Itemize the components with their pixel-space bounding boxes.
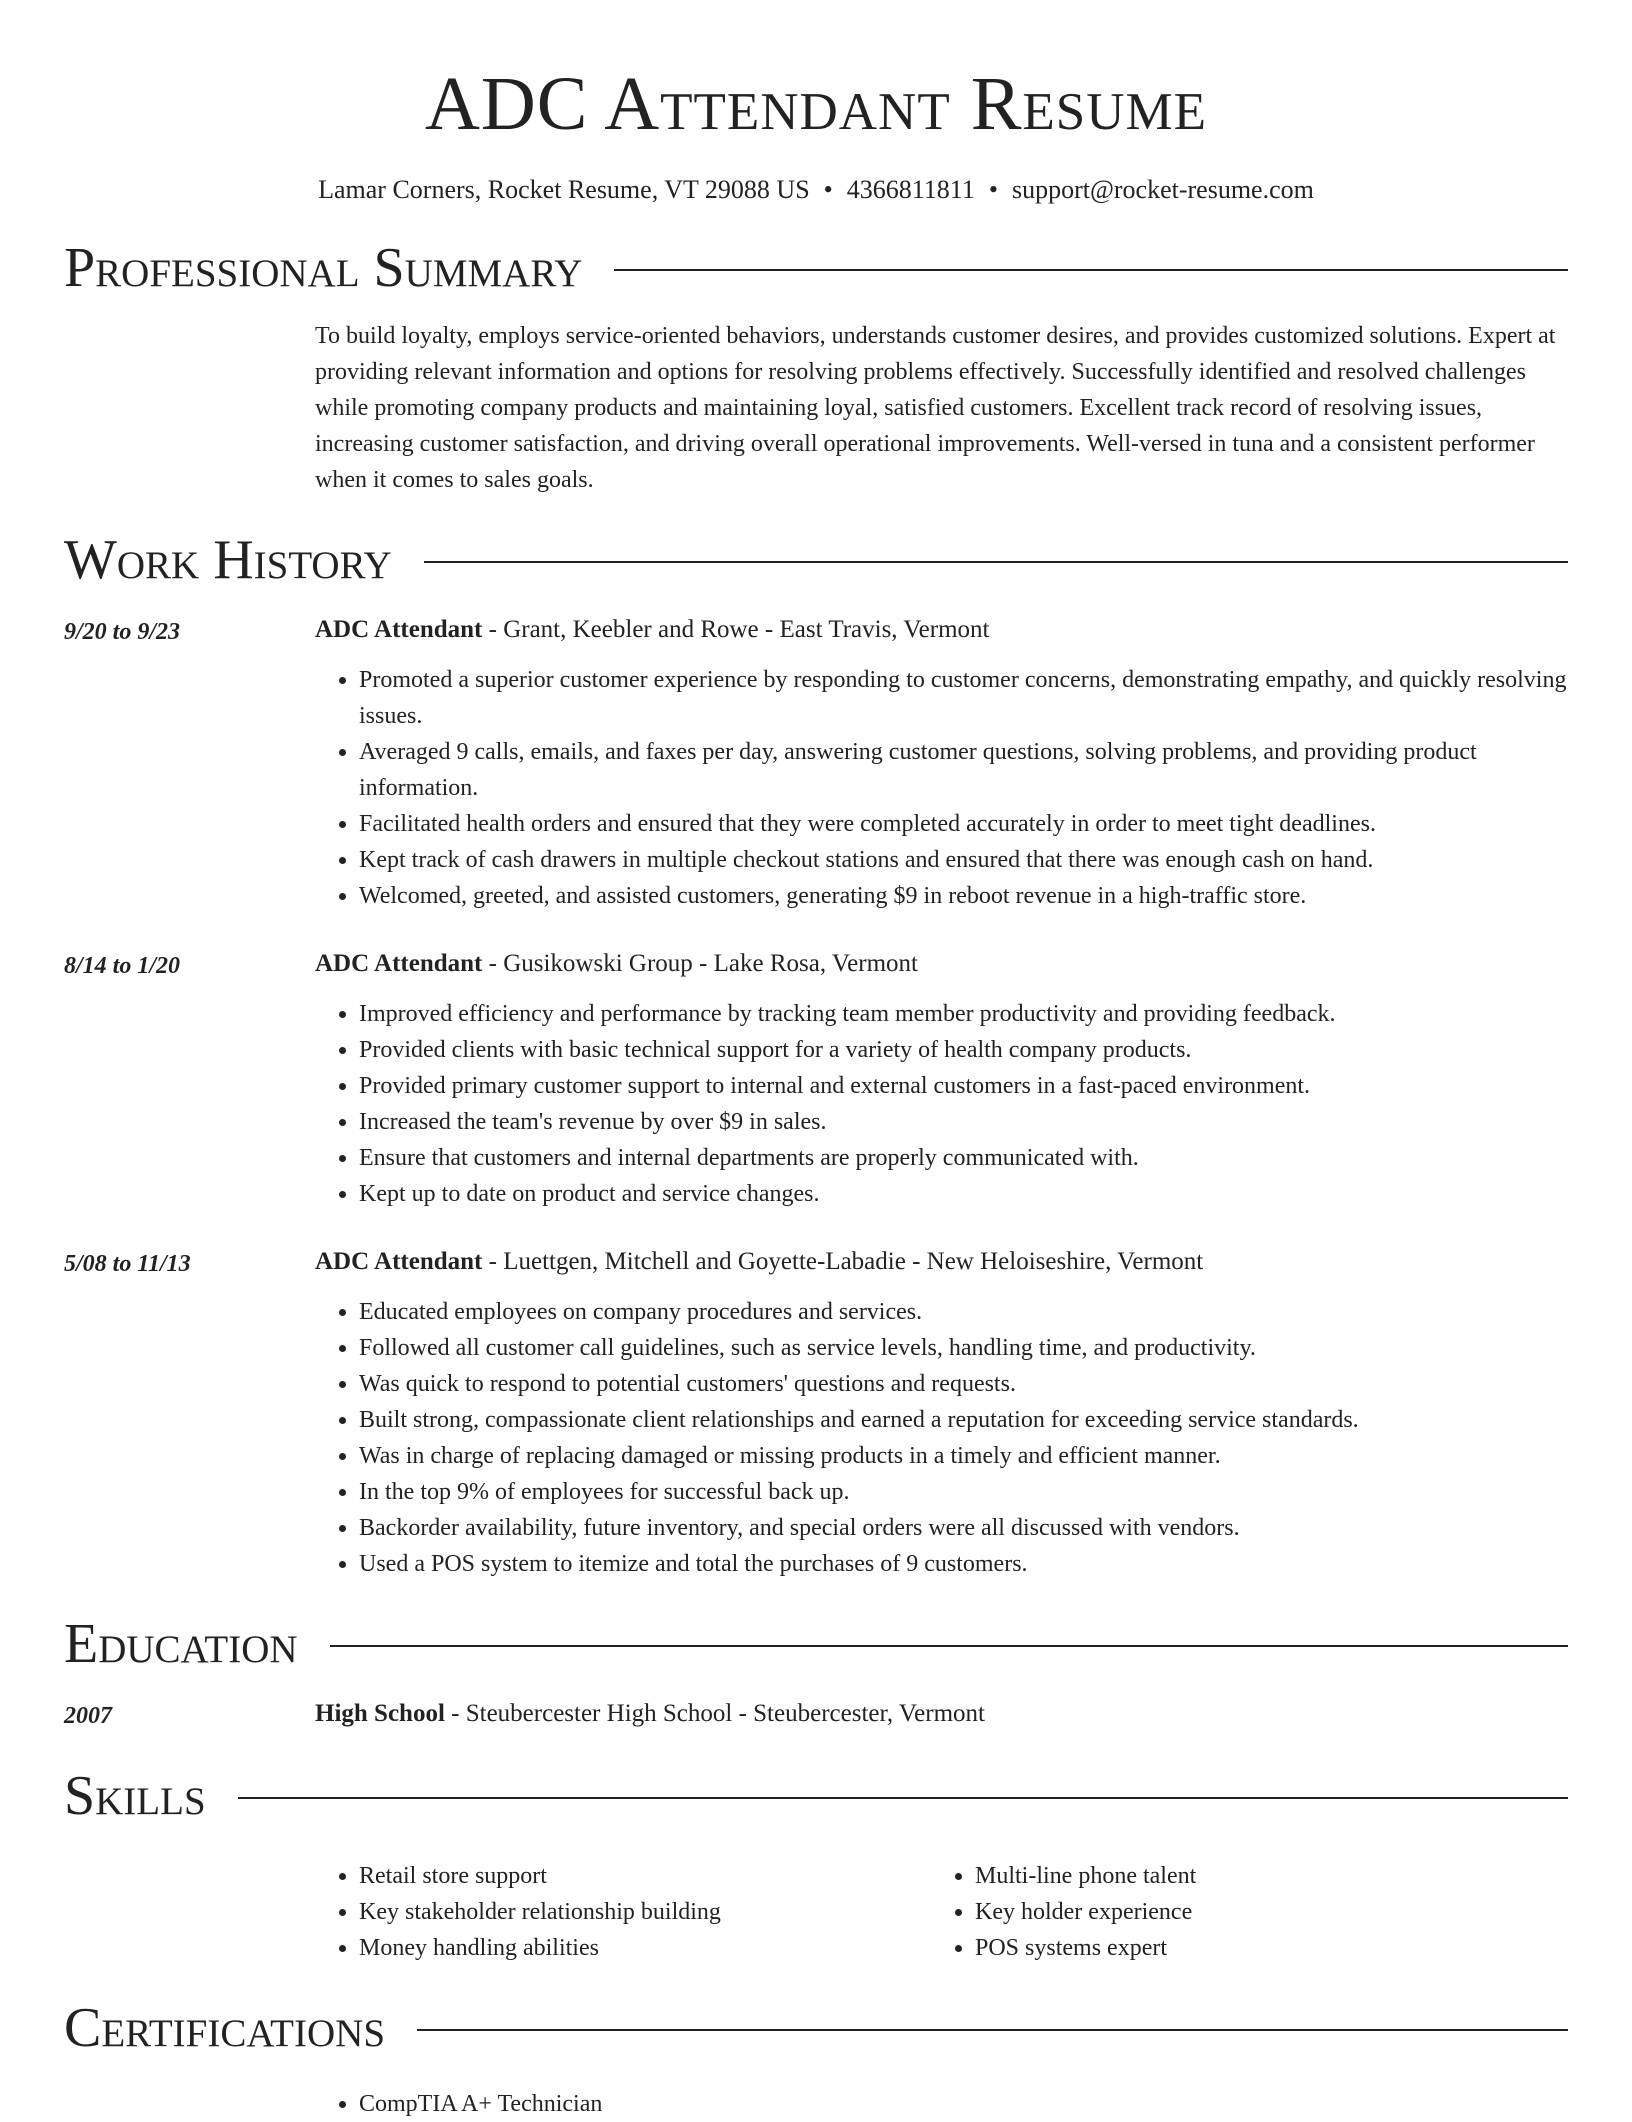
job-dates: 8/14 to 1/20 bbox=[64, 953, 181, 979]
job-bullet: • Was in charge of replacing damaged or missing products in a timely and efficient manner. bbox=[359, 1438, 1568, 1474]
education-year: 2007 bbox=[64, 1703, 112, 1729]
job-heading bbox=[315, 1244, 1568, 1280]
section-divider bbox=[330, 1645, 1568, 1647]
job-bullet: • Kept track of cash drawers in multiple checkout stations and ensured that there was enough cash on hand. bbox=[359, 842, 1568, 878]
section-title-skills: Skills bbox=[64, 1765, 206, 1827]
job-bullets bbox=[315, 1294, 1568, 1582]
job-bullet: • Facilitated health orders and ensured that they were completed accurately in order to meet tight deadlines. bbox=[359, 806, 1568, 842]
section-title-education: Education bbox=[64, 1613, 298, 1675]
job-bullet: • Provided primary customer support to internal and external customers in a fast-paced environment. bbox=[359, 1068, 1568, 1104]
job-bullet: • Increased the team's revenue by over $9 in sales. bbox=[359, 1104, 1568, 1140]
resume-title: ADC Attendant Resume bbox=[424, 62, 1208, 146]
contact-line bbox=[64, 174, 1568, 206]
job-bullet: • Built strong, compassionate client relationships and earned a reputation for exceeding service standards. bbox=[359, 1402, 1568, 1438]
education-heading bbox=[315, 1696, 1568, 1732]
skill-item: • Retail store support bbox=[359, 1858, 931, 1894]
job-bullets bbox=[315, 996, 1568, 1212]
skill-item: • POS systems expert bbox=[975, 1930, 1547, 1966]
job-details: - Gusikowski Group - Lake Rosa, Vermont bbox=[482, 950, 918, 977]
job-entry bbox=[64, 946, 1568, 1212]
job-bullet: • Used a POS system to itemize and total the purchases of 9 customers. bbox=[359, 1546, 1568, 1582]
certification-item: • CompTIA A+ Technician bbox=[359, 2086, 1568, 2122]
job-entry bbox=[64, 612, 1568, 914]
job-heading bbox=[315, 612, 1568, 648]
job-title: ADC Attendant bbox=[315, 616, 483, 643]
job-title: ADC Attendant bbox=[315, 1248, 483, 1275]
skills-column-left bbox=[315, 1858, 931, 1966]
job-bullet: • Kept up to date on product and service changes. bbox=[359, 1176, 1568, 1212]
section-header-summary bbox=[64, 236, 1568, 300]
resume-page bbox=[64, 0, 1568, 2122]
education-degree: High School bbox=[315, 1700, 445, 1727]
job-bullet: • Was quick to respond to potential customers' questions and requests. bbox=[359, 1366, 1568, 1402]
contact-phone: 4366811811 bbox=[846, 175, 975, 204]
contact-address: Lamar Corners, Rocket Resume, VT 29088 US bbox=[318, 175, 810, 204]
job-entry bbox=[64, 1244, 1568, 1582]
section-title-certifications: Certifications bbox=[64, 1997, 386, 2059]
skill-item: • Money handling abilities bbox=[359, 1930, 931, 1966]
job-bullet: • In the top 9% of employees for successful back up. bbox=[359, 1474, 1568, 1510]
job-details: - Grant, Keebler and Rowe - East Travis, Vermont bbox=[482, 616, 990, 643]
contact-separator: • bbox=[823, 175, 833, 204]
job-details: - Luettgen, Mitchell and Goyette-Labadie - New Heloiseshire, Vermont bbox=[482, 1248, 1204, 1275]
job-bullet: • Followed all customer call guidelines, such as service levels, handling time, and productivity. bbox=[359, 1330, 1568, 1366]
job-bullet: • Backorder availability, future inventory, and special orders were all discussed with vendors. bbox=[359, 1510, 1568, 1546]
contact-email: support@rocket-resume.com bbox=[1011, 175, 1314, 204]
education-entry bbox=[64, 1696, 1568, 1734]
summary-text: To build loyalty, employs service-oriented behaviors, understands customer desires, and provides customized solutions. Expert at providing relevant information and options for resolving problems effectively. Successfully identified and resolved challenges while promoting company products and maintaining loyal, satisfied customers. Excellent track record of resolving issues, increasing customer satisfaction, and driving overall operational improvements. Well-versed in tuna and a consistent performer when it comes to sales goals. bbox=[315, 323, 1556, 493]
job-bullet: • Welcomed, greeted, and assisted customers, generating $9 in reboot revenue in a high-traffic store. bbox=[359, 878, 1568, 914]
skill-item: • Key stakeholder relationship building bbox=[359, 1894, 931, 1930]
job-bullets bbox=[315, 662, 1568, 914]
section-header-work bbox=[64, 528, 1568, 592]
section-title-summary: Professional Summary bbox=[64, 237, 583, 299]
skills-list bbox=[64, 1858, 1568, 1966]
job-bullet: • Educated employees on company procedures and services. bbox=[359, 1294, 1568, 1330]
job-bullet: • Promoted a superior customer experience by responding to customer concerns, demonstrating empathy, and quickly resolving issues. bbox=[359, 662, 1568, 734]
summary-block bbox=[64, 318, 1568, 498]
section-header-certifications bbox=[64, 1996, 1568, 2060]
job-dates: 9/20 to 9/23 bbox=[64, 619, 181, 645]
education-details: - Steubercester High School - Steubercester, Vermont bbox=[444, 1700, 985, 1727]
section-header-skills bbox=[64, 1764, 1568, 1828]
section-divider bbox=[238, 1797, 1568, 1799]
job-bullet: • Ensure that customers and internal departments are properly communicated with. bbox=[359, 1140, 1568, 1176]
job-bullet: • Averaged 9 calls, emails, and faxes per day, answering customer questions, solving problems, and providing product information. bbox=[359, 734, 1568, 806]
contact-separator: • bbox=[988, 175, 998, 204]
job-title: ADC Attendant bbox=[315, 950, 483, 977]
job-heading bbox=[315, 946, 1568, 982]
job-bullet: • Improved efficiency and performance by tracking team member productivity and providing feedback. bbox=[359, 996, 1568, 1032]
skill-item: • Key holder experience bbox=[975, 1894, 1547, 1930]
skill-item: • Multi-line phone talent bbox=[975, 1858, 1547, 1894]
section-divider bbox=[614, 269, 1568, 271]
section-title-work: Work History bbox=[64, 529, 392, 591]
skills-column-right bbox=[931, 1858, 1547, 1966]
job-bullet: • Provided clients with basic technical support for a variety of health company products. bbox=[359, 1032, 1568, 1068]
section-header-education bbox=[64, 1612, 1568, 1676]
section-divider bbox=[417, 2029, 1568, 2031]
section-divider bbox=[424, 561, 1568, 563]
certifications-list bbox=[64, 2086, 1568, 2122]
job-dates: 5/08 to 11/13 bbox=[64, 1251, 191, 1277]
